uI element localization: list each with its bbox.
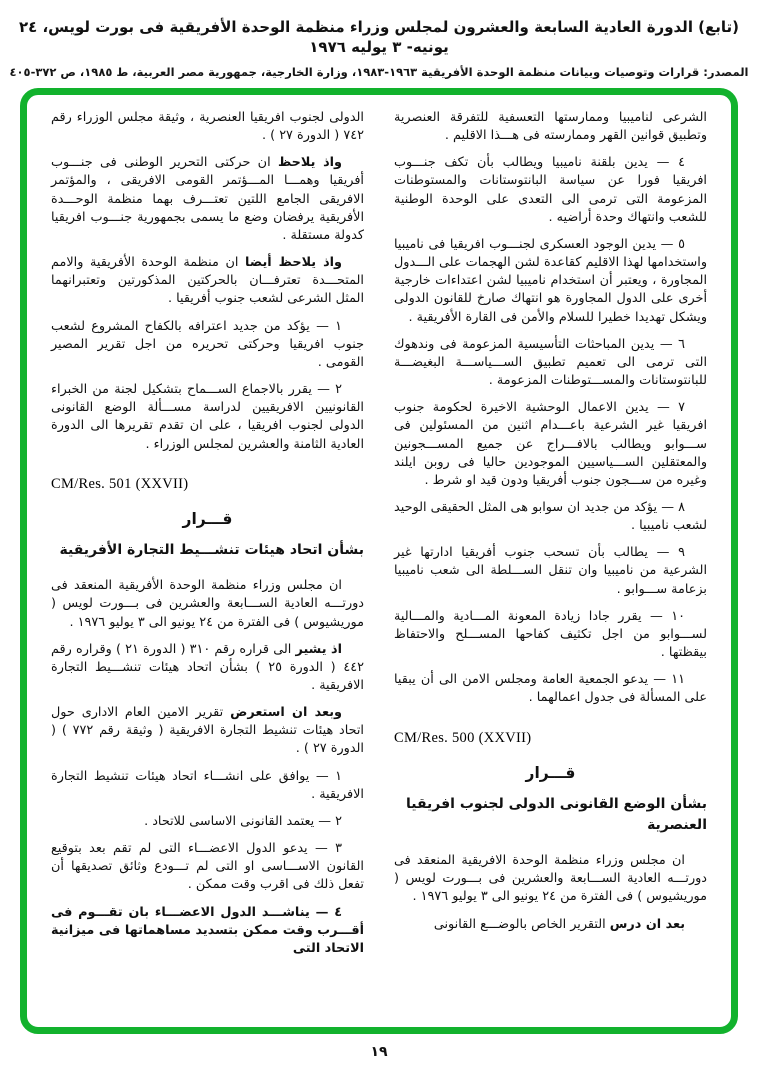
paragraph: ١٠ — يقرر جادا زيادة المعونة المـــادية والمـــالية لســـوابو من اجل تكثيف كفاحها المســـلح والاحتفاظ بيقظتها . <box>394 608 707 661</box>
paragraph <box>51 641 364 695</box>
decision-heading: قـــرار <box>182 510 233 529</box>
paragraph-text: الى قراره رقم ٣١٠ ( الدورة ٢١ ) وقراره رقم ٤٤٢ ( الدورة ٢٥ ) بشأن اتحاد هيئات تنشـــيط التجارة الافريقية . <box>51 641 364 694</box>
paragraph: ٥ — يدين الوجود العسكرى لجنـــوب افريقيا فى ناميبيا واستخدامها لهذا الاقليم كقاعدة لشن الهجمات على الـــدول المجاورة ، ويعتبر أن استخدام ناميبيا لشن اعتداءات خارجية أخرى على الدول المجاورة هو انتهاك صارخ للقانون الدولى ويشكل تهديدا خطيرا للسلام والأمن فى القارة الأفريقية . <box>394 236 707 325</box>
decision-subject: بشأن اتحاد هيئات تنشـــيط التجارة الأفريقية <box>59 542 364 559</box>
paragraph-lead: واذ يلاحظ <box>277 155 342 171</box>
paragraph: ٧ — يدين الاعمال الوحشية الاخيرة لحكومة جنوب افريقيا غير الشرعية باعـــدام اثنين من المسئولين فى ســـوابو ويطالب بالافـــراج عن جميع المســـجونين والمعتقلين الســـياسيين الموجودين حاليا فى روبن ايلند وغيره من ســـجون جنوب أفريقيا ودون قيد او شرط . <box>394 400 707 488</box>
paragraph-text: ان حركتى التحرير الوطنى فى جنـــوب أفريقيا وهمـــا المـــؤتمر القومى الافريقى ، والمؤتمر الافريقى الجامع اللتين تعتـــرف بهما منظمة الوحـــدة الأفريقية يرفضان وضع ما يسمى بجمهورية جنـــوب افريقيا كدولة مستقلة . <box>51 155 364 243</box>
content-border-box <box>20 88 738 1034</box>
paragraph: ٩ — يطالب بأن تسحب جنوب أفريقيا ادارتها غير الشرعية من ناميبيا وان تنقل الســـلطة الى شعب ناميبيا بزعامة ســـوابو . <box>394 545 707 597</box>
paragraph: ٤ — يناشـــد الدول الاعضـــاء بان تقـــوم فى أقـــرب وقت ممكن بتسديد مساهماتها فى ميزانية الاتحاد التى <box>51 904 364 956</box>
paragraph: ١ — يوافق على انشـــاء اتحاد هيئات تنشيط التجارة الافريقية . <box>51 768 364 802</box>
paragraph-text: التقرير الخاص بالوضـــع القانونى <box>433 916 610 932</box>
paragraph <box>51 154 364 245</box>
paragraph <box>394 916 707 934</box>
paragraph: ان مجلس وزراء منظمة الوحدة الأفريقية المنعقد فى دورتـــه العادية الســـابعة والعشرين فى بـــورت لويس ( موريشيوس ) فى الفترة من ٢٤ يونيو الى ٣ يوليو ١٩٧٦ . <box>51 578 364 630</box>
paragraph: ٨ — يؤكد من جديد ان سوابو هى المثل الحقيقى الوحيد لشعب ناميبيا . <box>394 499 707 534</box>
paragraph: ٦ — يدين المباحثات التأسيسية المزعومة فى وندهوك التى ترمى الى تعميم تطبيق الســـياســـة البغيضـــة للبانتوستانات والمســـتوطنات المزعومة . <box>394 336 707 389</box>
resolution-number: CM/Res. 500 (XXVII) <box>394 729 532 746</box>
page-header <box>0 0 758 79</box>
header-source-line: المصدر: قرارات وتوصيات وبيانات منظمة الوحدة الأفريقية ١٩٦٣-١٩٨٣، وزارة الخارجية، جمهورية مصر العربية، ط ١٩٨٥، ص ٣٧٢-٤٠٥ <box>9 64 749 79</box>
paragraph: ٢ — يقرر بالاجماع الســـماح بتشكيل لجنة من الخبراء القانونيين الافريقيين لدراسة مســـألة الوضع القانونى الدولى لجنوب افريقيا ، على ان تقدم تقريرها الى الدورة العادية الثامنة والعشرين لمجلس الوزراء . <box>51 382 364 452</box>
paragraph: ان مجلس وزراء منظمة الوحدة الافريقية المنعقد فى دورتـــه العادية الســـابعة والعشرين فى بـــورت لويس ( موريشيوس ) فى الفترة من ٢٤ يونيو الى ٣ يوليو ١٩٧٦ . <box>394 853 707 905</box>
paragraph-text: ان منظمة الوحدة الأفريقية والامم المتحـــدة تعترفـــان بالحركتين المذكورتين وتعتبرانهما المثل الشرعى لشعب جنوب أفريقيا . <box>51 255 364 307</box>
paragraph: الشرعى لناميبيا وممارستها التعسفية للتفرقة العنصرية وتطبيق قوانين القهر وممارسته فى هـــذا الاقليم . <box>394 110 707 144</box>
paragraph <box>51 704 364 758</box>
paragraph: ١١ — يدعو الجمعية العامة ومجلس الامن الى أن يبقيا على المسألة فى جدول اعمالهما . <box>394 672 707 706</box>
decision-subject: بشأن الوضع القانونى الدولى لجنوب افريقيا العنصرية <box>406 796 707 834</box>
paragraph: ٤ — يدين بلقنة ناميبيا ويطالب بأن تكف جنـــوب افريقيا فورا عن سياسة البانتوستانات والمستوطنات المزعومة التى ترمى الى التعدى على الوحدة الوطنية للشعب وانتهاك وحدة أراضيه . <box>394 155 707 225</box>
paragraph-text: تقرير الامين العام الادارى حول اتحاد هيئات تنشيط التجارة الافريقية ( وثيقة رقم ٧٧٢ ) ( الدورة ٢٧ ) . <box>51 705 364 757</box>
page-number: ١٩ <box>370 1044 388 1060</box>
column-right <box>394 109 707 1019</box>
paragraph: ٣ — يدعو الدول الاعضـــاء التى لم تقم بعد بتوقيع القانون الاســـاسى او التى لم تـــودع وثائق تصديقها أن تفعل ذلك فى اقرب وقت ممكن . <box>51 841 364 893</box>
paragraph <box>51 254 364 308</box>
paragraph-lead: وبعد ان استعرض <box>230 705 343 721</box>
paragraph: ١ — يؤكد من جديد اعترافه بالكفاح المشروع لشعب جنوب افريقيا وحركتى تحريره من اجل تقرير المصير القومى . <box>51 318 364 370</box>
resolution-number: CM/Res. 501 (XXVII) <box>51 475 189 492</box>
header-session-title: (تابع) الدورة العادية السابعة والعشرون لمجلس وزراء منظمة الوحدة الأفريقية فى بورت لويس، ٢٤ يونيه- ٣ يوليه ١٩٧٦ <box>18 18 740 57</box>
paragraph: ٢ — يعتمد القانونى الاساسى للاتحاد . <box>144 813 342 829</box>
paragraph: الدولى لجنوب افريقيا العنصرية ، وثيقة مجلس الوزراء رقم ٧٤٢ ( الدورة ٢٧ ) . <box>51 110 364 144</box>
decision-heading: قـــرار <box>525 764 576 783</box>
column-left <box>51 109 364 1019</box>
paragraph-lead: بعد ان درس <box>609 916 685 932</box>
paragraph-lead: واذ يلاحظ أيضا <box>245 255 342 271</box>
paragraph-lead: اذ يشير <box>295 641 343 657</box>
